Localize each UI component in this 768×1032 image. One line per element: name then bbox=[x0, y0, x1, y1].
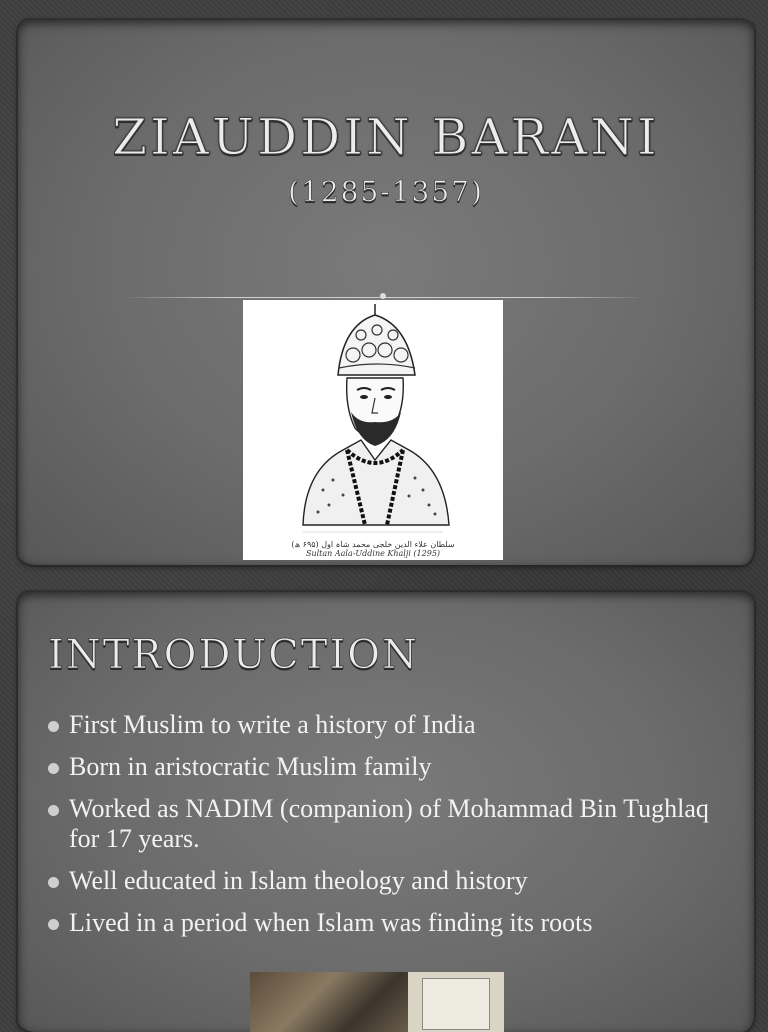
slide-title: ZIAUDDIN BARANI bbox=[112, 108, 660, 166]
bullet-item: Lived in a period when Islam was finding its roots bbox=[48, 908, 728, 938]
divider-ornament bbox=[380, 293, 386, 299]
section-heading: INTRODUCTION bbox=[48, 632, 420, 678]
portrait-caption-latin: Sultan Aala-Uddine Khalji (1295) bbox=[305, 549, 441, 558]
photo-strip bbox=[250, 972, 504, 1032]
bullet-item: Worked as NADIM (companion) of Mohammad Bin Tughlaq for 17 years. bbox=[48, 794, 728, 854]
introduction-slide bbox=[18, 592, 754, 1032]
title-slide bbox=[18, 20, 754, 565]
slide-dates: (1285-1357) bbox=[288, 175, 484, 208]
inscription-plaque bbox=[422, 978, 490, 1030]
bullet-dot-icon bbox=[48, 763, 59, 774]
portrait-caption-urdu: سلطان علاء الدین خلجی محمد شاہ اول (۶۹۵ ھ) bbox=[291, 540, 455, 549]
bullet-list bbox=[48, 710, 728, 950]
bullet-dot-icon bbox=[48, 877, 59, 888]
bullet-dot-icon bbox=[48, 919, 59, 930]
portrait-image bbox=[243, 300, 503, 560]
bullet-dot-icon bbox=[48, 805, 59, 816]
bullet-item: First Muslim to write a history of India bbox=[48, 710, 728, 740]
bullet-dot-icon bbox=[48, 721, 59, 732]
plaque-photo bbox=[408, 972, 504, 1032]
tomb-photo bbox=[250, 972, 408, 1032]
bullet-item: Well educated in Islam theology and history bbox=[48, 866, 728, 896]
portrait-drawing bbox=[243, 300, 503, 560]
bullet-item: Born in aristocratic Muslim family bbox=[48, 752, 728, 782]
